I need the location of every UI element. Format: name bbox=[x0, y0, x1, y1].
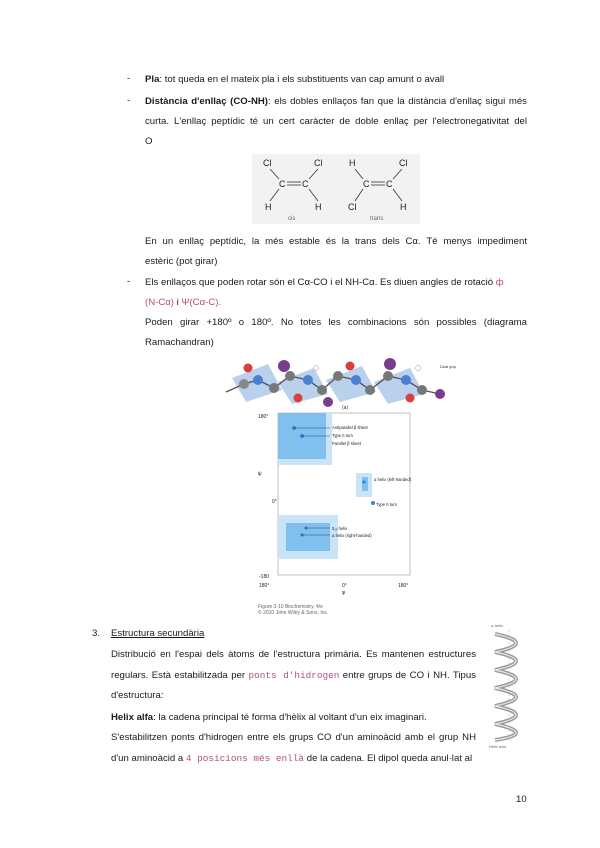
section-title: Estructura secundària bbox=[111, 628, 205, 639]
label-310-helix: 3₁₀ helix bbox=[332, 526, 348, 531]
figure-background bbox=[252, 154, 420, 224]
svg-text:cis: cis bbox=[288, 216, 296, 222]
helix-term: Helix alfa bbox=[111, 712, 154, 723]
term-pla: Pla bbox=[145, 74, 160, 85]
quatre-posicions: 4 posicions més enllà bbox=[185, 753, 305, 764]
helix-line3: d'un aminoàcid a 4 posicions més enllà de la cadena. El dipol queda anul·lat al bbox=[111, 753, 473, 764]
sec3-p1-line1: Distribució en l'espai dels àtoms de l'estructura primària. Es mantenen estructures bbox=[111, 649, 476, 660]
label-type-ii-turn: Type II turn bbox=[332, 433, 353, 438]
helix-top-label: α-helix bbox=[491, 623, 503, 628]
label-antiparallel: Antiparallel β sheet bbox=[332, 425, 368, 430]
svg-text:Cl: Cl bbox=[399, 158, 408, 168]
chain-side-note: Dual ψ/φ bbox=[440, 364, 456, 369]
svg-text:C: C bbox=[386, 179, 393, 189]
svg-text:C: C bbox=[302, 179, 309, 189]
enllac-para-line2: estèric (pot girar) bbox=[145, 256, 218, 267]
rotacio-line4: Ramachandran) bbox=[145, 337, 214, 348]
section-number: 3. bbox=[92, 628, 101, 639]
bullet-dash: - bbox=[127, 276, 131, 287]
cis-trans-figure bbox=[252, 154, 420, 224]
svg-text:H: H bbox=[315, 202, 322, 212]
bullet-distancia-line1: Distància d'enllaç (CO-NH): els dobles enllaços fan que la distància d'enllaç sigui més bbox=[145, 96, 527, 107]
bullet-pla: Pla: tot queda en el mateix pla i els substituents van cap amunt o avall bbox=[145, 74, 445, 85]
label-type-ii-turn-2: Type II turn bbox=[376, 502, 397, 507]
x-mid-label: 0° bbox=[342, 583, 347, 589]
sec3-p1-line2: regulars. Està estabilitzada per ponts d'hidrogen entre grups de CO i NH. Tipus bbox=[111, 670, 477, 681]
svg-text:Cl: Cl bbox=[263, 158, 272, 168]
sec3-p1-line3: d'estructura: bbox=[111, 690, 164, 701]
label-alpha-right: α helix (right-handed) bbox=[332, 533, 372, 538]
term-distancia: Distància d'enllaç (CO-NH) bbox=[145, 96, 268, 107]
svg-text:H: H bbox=[265, 202, 272, 212]
svg-text:trans: trans bbox=[370, 216, 384, 222]
rotacio-line2: (N-Cα) i Ψ(Cα-C). bbox=[145, 297, 222, 308]
y-zero-label: 0° bbox=[272, 499, 277, 505]
ponts-hidrogen: ponts d'hidrogen bbox=[248, 670, 340, 681]
rotacio-line3: Poden girar +180º o 180º. No totes les combinacions són possibles (diagrama bbox=[145, 317, 527, 328]
svg-text:Cl: Cl bbox=[348, 202, 357, 212]
svg-text:C: C bbox=[279, 179, 286, 189]
bullet-dash: - bbox=[127, 95, 131, 106]
svg-text:Cl: Cl bbox=[314, 158, 323, 168]
peptide-chain-figure bbox=[218, 354, 462, 410]
enllac-para-line1: En un enllaç peptídic, la més estable és la trans dels Cα. Té menys impediment bbox=[145, 236, 527, 247]
phi-symbol: ф bbox=[495, 277, 504, 288]
helix-line2: S'estabilitzen ponts d'hidrogen entre els grups CO d'un aminoàcid amb el grup NH bbox=[111, 732, 476, 743]
y-axis-symbol: ψ bbox=[258, 471, 262, 477]
y-bottom-label: -180 bbox=[259, 574, 270, 580]
x-right-label: 180° bbox=[398, 583, 409, 589]
alpha-helix-figure bbox=[487, 622, 531, 750]
x-left-label: 180° bbox=[259, 583, 270, 589]
svg-text:C: C bbox=[363, 179, 370, 189]
x-axis-symbol: φ bbox=[342, 590, 346, 596]
svg-text:H: H bbox=[400, 202, 407, 212]
chain-caption: (a) bbox=[342, 405, 349, 410]
svg-text:H: H bbox=[349, 158, 356, 168]
bullet-distancia-line2: curta. L'enllaç peptídic té un cert caràcter de doble enllaç per l'electronegativitat del bbox=[145, 116, 527, 127]
page-number: 10 bbox=[516, 794, 527, 805]
helix-line1: Helix alfa: la cadena principal té forma d'hèlix al voltant d'un eix imaginari. bbox=[111, 712, 427, 723]
label-parallel: Parallel β sheet bbox=[332, 441, 361, 446]
label-alpha-left: α helix (left-handed) bbox=[374, 477, 412, 482]
ramachandran-plot bbox=[256, 411, 418, 599]
bullet-dash: - bbox=[127, 73, 131, 84]
rotacio-line1: Els enllaços que poden rotar són el Cα-CO i el NH-Cα. Es diuen angles de rotació ф bbox=[145, 277, 504, 288]
ramachandran-credit: Figure 3-10 Biochemistry, 4/e © 2010 John Wiley & Sons, Inc. bbox=[258, 604, 329, 616]
bullet-distancia-line3: O bbox=[145, 136, 153, 147]
y-top-label: 180° bbox=[258, 414, 269, 420]
helix-bottom-label: Helix axis bbox=[489, 744, 507, 749]
